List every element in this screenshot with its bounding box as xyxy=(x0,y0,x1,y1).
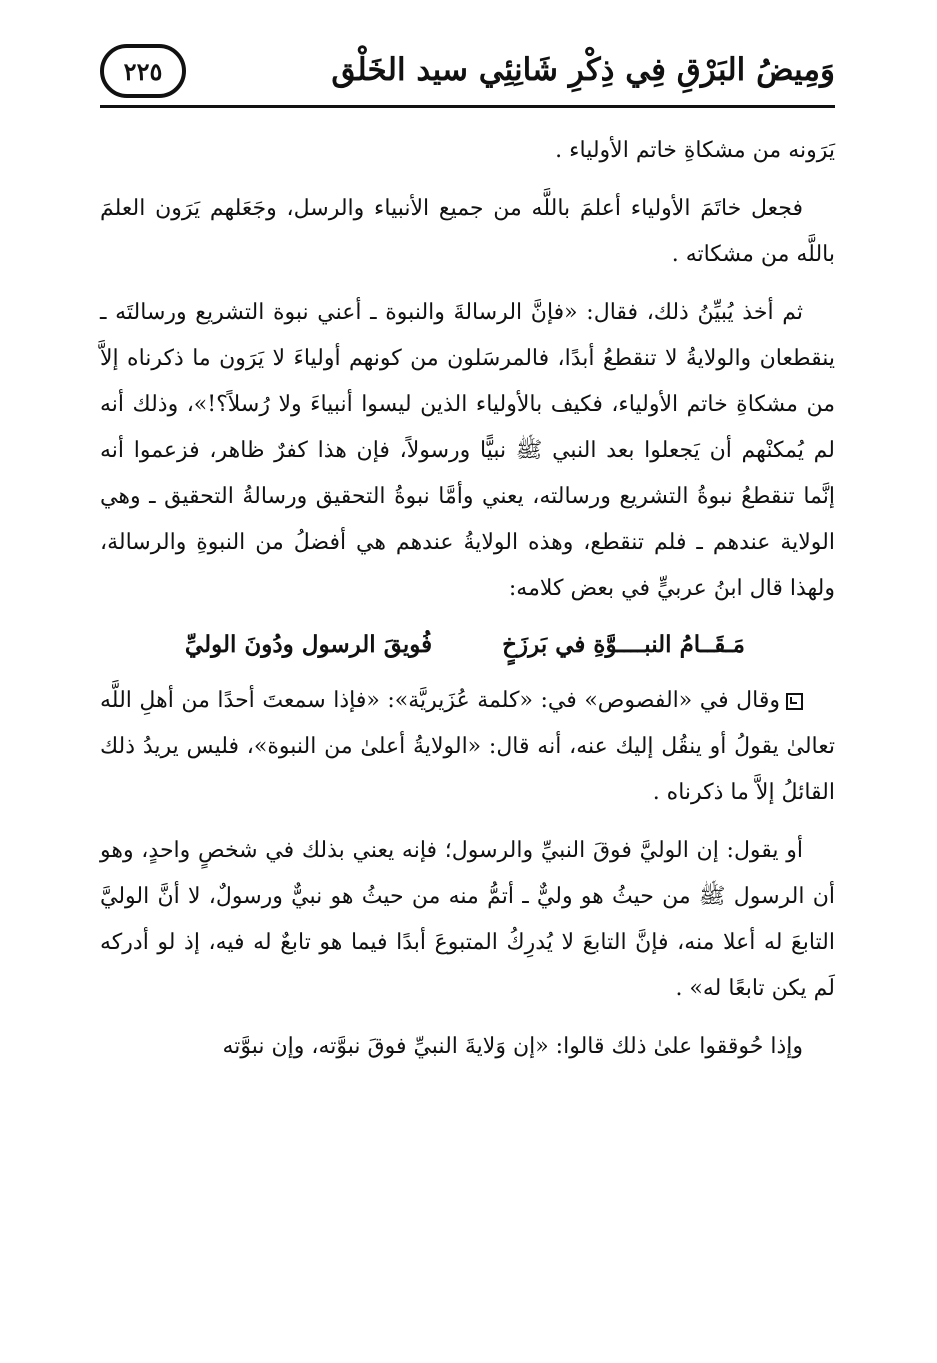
verse-first-hemistich: مَـقَــامُ النبــــوَّةِ في بَرزَخٍ xyxy=(502,631,745,658)
page-number: ٢٢٥ xyxy=(123,56,163,86)
page-number-badge xyxy=(100,44,186,98)
paragraph: ثم أخذ يُبيِّنُ ذلك، فقال: «فإنَّ الرسالةَ والنبوة ـ أعني نبوة التشريع ورسالتَه ـ ينقطعان والولايةُ لا تنقطعُ أبدًا، فالمرسَلون من كونهم أولياءَ لا يَرَون ما ذكرناه إلاَّ من مشكاةِ خاتم الأولياء، فكيف بالأولياء الذين ليسوا أنبياءَ ولا رُسلاً؟!»، وذلك أنه لم يُمكنْهم أن يَجعلوا بعد النبي ﷺ نبيًّا ورسولاً، فإن هذا كفرٌ ظاهر، فزعموا أنه إنَّما تنقطعُ نبوةُ التشريع ورسالته، يعني وأمَّا نبوةُ التحقيق ورسالةُ التحقيق ـ وهي الولاية عندهم ـ فلم تنقطع، وهذه الولايةُ عندهم هي أفضلُ من النبوةِ والرسالة، ولهذا قال ابنُ عربيٍّ في بعض كلامه: xyxy=(100,300,835,601)
page-header xyxy=(100,44,835,108)
paragraph: أو يقول: إن الوليَّ فوقَ النبيِّ والرسول؛ فإنه يعني بذلك في شخصٍ واحدٍ، وهو أن الرسول ﷺ من حيثُ هو وليٌّ ـ أتمُّ منه من حيثُ هو نبيٌّ ورسولٌ، لا أنَّ الوليَّ التابعَ له أعلا منه، فإنَّ التابعَ لا يُدرِكُ المتبوعَ أبدًا فيما هو تابعٌ له فيه، إذ لو أدركه لَم يكن تابعًا له» . xyxy=(100,838,835,1001)
verse-second-hemistich: فُويقَ الرسول ودُونَ الوليِّ xyxy=(184,631,433,658)
paragraph-text: وقال في «الفصوص» في: «كلمة عُزَيريَّة»: «فإذا سمعتَ أحدًا من أهلِ اللَّه تعالىٰ يقولُ أو ينقُل إليك عنه، أنه قال: «الولايةُ أعلىٰ من النبوة»، فليس يريدُ ذلك القائلُ إلاَّ ما ذكرناه . xyxy=(100,688,835,805)
paragraph xyxy=(100,678,835,816)
header-divider xyxy=(100,105,835,108)
section-marker-icon xyxy=(786,693,803,710)
paragraph: فجعل خاتَمَ الأولياء أعلمَ باللَّه من جميع الأنبياء والرسل، وجَعَلهم يَرَون العلمَ باللَّه من مشكاته . xyxy=(100,196,835,267)
paragraph: يَرَونه من مشكاةِ خاتم الأولياء . xyxy=(555,138,835,163)
running-title: وَمِيضُ البَرْقِ فِي ذِكْرِ شَانِئِي سيد الخَلْق xyxy=(331,52,835,88)
body-text xyxy=(100,128,835,1070)
poetry-verse xyxy=(100,620,835,670)
paragraph: وإذا حُوققوا علىٰ ذلك قالوا: «إن وَلايةَ النبيِّ فوقَ نبوَّته، وإن نبوَّته xyxy=(222,1034,803,1059)
